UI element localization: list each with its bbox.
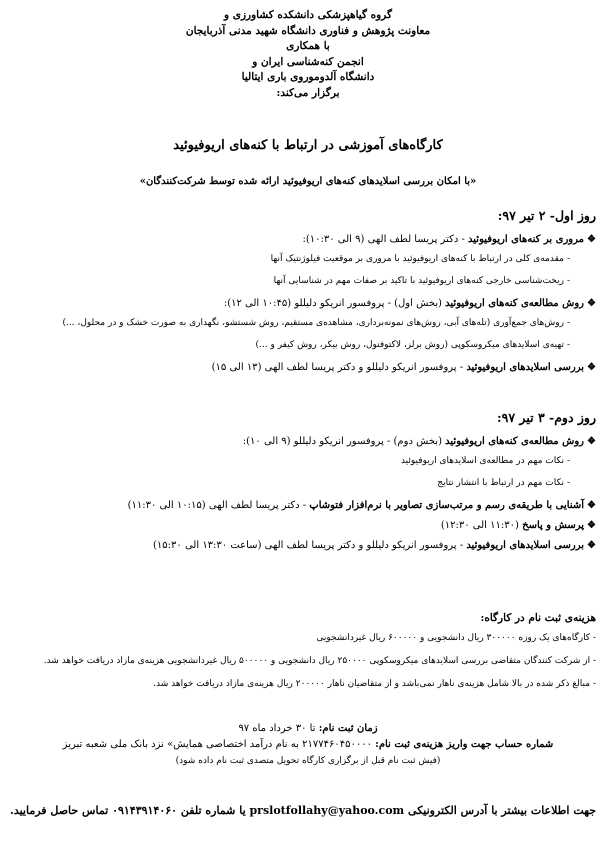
schedule-item: ❖روش مطالعه‌ی کنه‌های اریوفیوئید (بخش اول) - پروفسور انریکو دلیللو (۱۰:۴۵ الی ۱۲):: [223, 298, 596, 309]
diamond-star-icon: ❖: [587, 436, 596, 447]
contact-line: جهت اطلاعات بیشتر با آدرس الکترونیکی prslotfollahy@yahoo.com یا شماره تلفن ۰۹۱۴۳۹۱۴۰۶۰ تماس حاصل فرمایید.: [10, 804, 596, 817]
schedule-subitem: -نکات مهم در ارتباط با انتشار نتایج: [437, 478, 570, 488]
registration-section: [0, 722, 616, 768]
fee-line: - کارگاه‌های یک روزه ۳۰۰۰۰۰ ریال دانشجویی و ۶۰۰۰۰۰ ریال غیردانشجویی: [316, 633, 596, 643]
diamond-star-icon: ❖: [587, 540, 596, 551]
schedule-item: ❖پرسش و پاسخ (۱۱:۳۰ الی ۱۲:۳۰): [440, 520, 596, 531]
schedule-item: ❖آشنایی با طریقه‌ی رسم و مرتب‌سازی تصاویر با نرم‌افزار فتوشاپ - دکتر پریسا لطف الهی (۱۰:۱۵ الی ۱۱:۳۰): [127, 500, 596, 511]
schedule-item: ❖بررسی اسلایدهای اریوفیوئید - پروفسور انریکو دلیللو و دکتر پریسا لطف الهی (ساعت ۱۳:۳۰ الی ۱۵:۳۰): [153, 540, 596, 551]
bank-account: شماره حساب جهت واریز هزینه‌ی ثبت نام: ۲۱۷۷۴۶۰۴۵۰۰۰۰ به نام درآمد اختصاصی همایش» نزد بانک ملی شعبه تبریز: [62, 739, 554, 750]
fee-line: - از شرکت کنندگان متقاضی بررسی اسلایدهای میکروسکوپی ۲۵۰۰۰۰ ریال دانشجویی و ۵۰۰۰۰۰ ریال غیردانشجویی هزینه‌ی مازاد دریافت خواهد شد.: [43, 656, 596, 666]
diamond-star-icon: ❖: [587, 234, 596, 245]
diamond-star-icon: ❖: [587, 500, 596, 511]
organizer-line: معاونت پژوهش و فناوری دانشگاه شهید مدنی آذربایجان: [185, 24, 431, 37]
workshop-subtitle: «با امکان بررسی اسلایدهای کنه‌های اریوفیوئید ارائه شده توسط شرکت‌کنندگان»: [139, 176, 477, 187]
schedule-item: ❖بررسی اسلایدهای اریوفیوئید - پروفسور انریکو دلیللو و دکتر پریسا لطف الهی (۱۳ الی ۱۵): [211, 362, 596, 373]
workshop-title: کارگاه‌های آموزشی در ارتباط با کنه‌های اریوفیوئید: [173, 138, 443, 153]
diamond-star-icon: ❖: [587, 298, 596, 309]
organizer-line: انجمن کنه‌شناسی ایران و: [252, 55, 364, 68]
organizer-line: گروه گیاهپزشکی دانشکده کشاورزی و: [224, 9, 392, 21]
contact-email-link[interactable]: prslotfollahy@yahoo.com: [249, 804, 405, 817]
organizer-line: برگزار می‌کند:: [276, 86, 340, 99]
fee-line: - مبالغ ذکر شده در بالا شامل هزینه‌ی ناهار نمی‌باشد و از متقاضیان ناهار ۲۰۰۰۰۰ ریال هزینه‌ی مازاد دریافت خواهد شد.: [153, 679, 596, 689]
day2-heading: روز دوم- ۳ تیر ۹۷:: [497, 410, 596, 425]
day1-heading: روز اول- ۲ تیر ۹۷:: [497, 208, 596, 223]
diamond-star-icon: ❖: [587, 362, 596, 373]
schedule-item: ❖مروری بر کنه‌های اریوفیوئید - دکتر پریسا لطف الهی (۹ الی ۱۰:۳۰):: [302, 234, 596, 245]
day1-section: [18, 208, 596, 381]
schedule-subitem: -تهیه‌ی اسلایدهای میکروسکوپی (روش برلز، لاکتوفنول، روش بیکر، روش کیفر و ...): [255, 340, 570, 350]
day2-section: [18, 410, 596, 559]
diamond-star-icon: ❖: [587, 520, 596, 531]
organizer-line: دانشگاه آلدوموروی باری ایتالیا: [241, 71, 375, 83]
schedule-item: ❖روش مطالعه‌ی کنه‌های اریوفیوئید (بخش دوم) - پروفسور انریکو دلیللو (۹ الی ۱۰):: [242, 436, 596, 447]
fees-heading: هزینه‌ی ثبت نام در کارگاه:: [480, 612, 596, 624]
fees-section: [18, 612, 596, 701]
schedule-subitem: -نکات مهم در مطالعه‌ی اسلایدهای اریوفیوئید: [400, 456, 570, 466]
organizer-line: با همکاری: [286, 40, 330, 52]
schedule-subitem: -روش‌های جمع‌آوری (تله‌های آبی، روش‌های نمونه‌برداری، مشاهده‌ی مستقیم، روش شستشو، نگهداری به صورت خشک و در محلول، ...): [62, 318, 570, 328]
schedule-subitem: -مقدمه‌ی کلی در ارتباط با کنه‌های اریوفیوئید با مروری بر موقعیت فیلوژنتیک آنها: [270, 254, 570, 264]
registration-note: (فیش ثبت نام قبل از برگزاری کارگاه تحویل متصدی ثبت نام داده شود): [175, 756, 441, 766]
schedule-subitem: -ریخت‌شناسی خارجی کنه‌های اریوفیوئید با تاکید بر صفات مهم در شناسایی آنها: [273, 276, 570, 286]
registration-deadline: زمان ثبت نام: تا ۳۰ خرداد ماه ۹۷: [238, 723, 378, 734]
organizers-header: [0, 8, 616, 101]
